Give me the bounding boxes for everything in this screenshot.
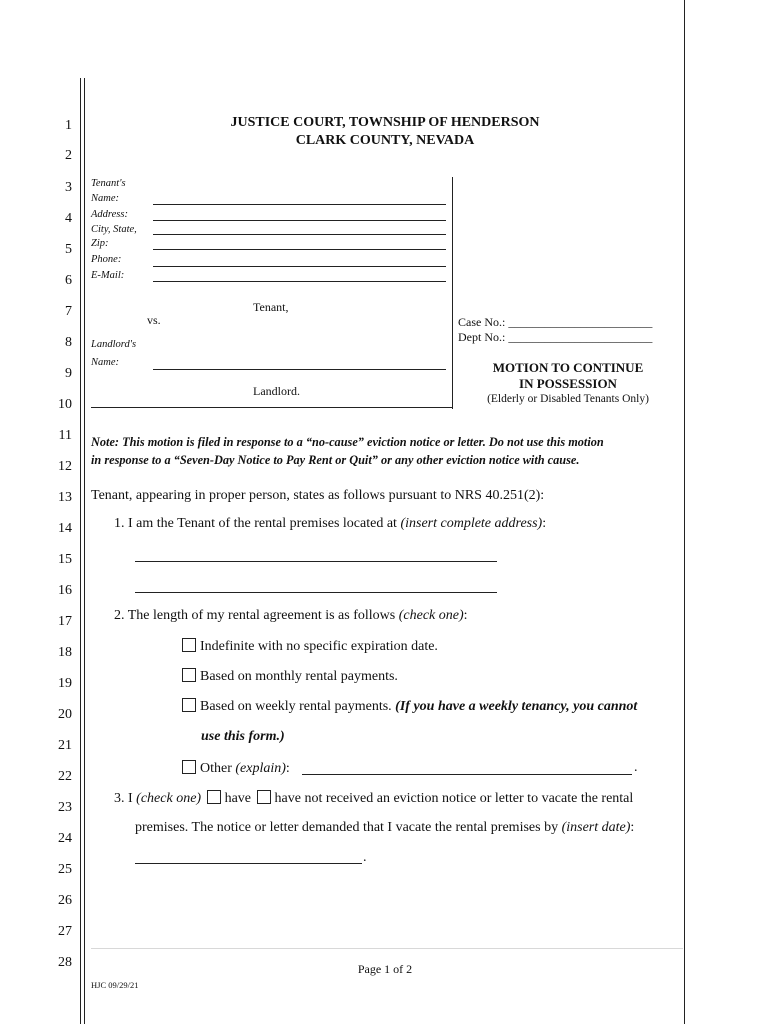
indefinite-checkbox[interactable] xyxy=(182,638,196,652)
line-number: 25 xyxy=(58,862,72,877)
line-number: 23 xyxy=(58,800,72,815)
line-number: 10 xyxy=(58,397,72,412)
item-3-prefix: 3. I xyxy=(114,791,137,806)
tenant-label-3: Address: xyxy=(91,209,128,220)
line-number: 22 xyxy=(58,769,72,784)
item-1-colon: : xyxy=(542,516,547,531)
line-number: 3 xyxy=(65,180,72,195)
line-number: 19 xyxy=(58,676,72,691)
left-margin-rule-1 xyxy=(80,78,81,1024)
monthly-label: Based on monthly rental payments. xyxy=(200,669,398,684)
tenant-label-2: Name: xyxy=(91,193,119,204)
line-number: 15 xyxy=(58,552,72,567)
form-id: HJC 09/29/21 xyxy=(91,980,139,990)
vacate-date-period: . xyxy=(363,850,367,865)
landlord-label-2: Name: xyxy=(91,357,119,368)
tenant-role: Tenant, xyxy=(253,300,289,314)
item-1-hint: (insert complete address) xyxy=(400,516,543,531)
caption-divider xyxy=(452,177,453,409)
dept-number[interactable]: Dept No.: ________________________ xyxy=(458,330,653,344)
other-colon: : xyxy=(285,761,290,776)
note-line-2: in response to a “Seven-Day Notice to Pay Rent or Quit” or any other eviction notice with cause. xyxy=(91,453,580,467)
tenant-label-1: Tenant's xyxy=(91,178,126,189)
other-explain-line[interactable] xyxy=(302,774,632,775)
footer-rule xyxy=(91,948,683,949)
tenant-label-5: Zip: xyxy=(91,238,109,249)
caption-bottom-rule xyxy=(91,407,452,408)
option-other xyxy=(182,760,290,777)
item-3-date-hint: (insert date) xyxy=(561,820,631,835)
line-number: 5 xyxy=(65,242,72,257)
line-number: 28 xyxy=(58,955,72,970)
note-line-1: Note: This motion is filed in response to a “no-cause” eviction notice or letter. Do not use this motion xyxy=(91,435,604,449)
line-number: 12 xyxy=(58,459,72,474)
have-not-checkbox[interactable] xyxy=(257,790,271,804)
landlord-name-line[interactable] xyxy=(153,369,446,370)
motion-subtitle: (Elderly or Disabled Tenants Only) xyxy=(487,393,649,405)
line-number: 27 xyxy=(58,924,72,939)
case-number[interactable]: Case No.: ________________________ xyxy=(458,315,653,329)
tenant-label-6: Phone: xyxy=(91,254,122,265)
line-number: 13 xyxy=(58,490,72,505)
weekly-warning-2: use this form.) xyxy=(201,729,285,744)
tenant-label-7: E-Mail: xyxy=(91,270,125,281)
left-margin-rule-2 xyxy=(84,78,85,1024)
line-number: 17 xyxy=(58,614,72,629)
tenant-phone-line[interactable] xyxy=(153,266,446,267)
item-2 xyxy=(114,608,468,624)
landlord-label-1: Landlord's xyxy=(91,339,137,350)
right-page-edge xyxy=(684,0,685,1024)
option-weekly xyxy=(182,698,637,715)
line-number: 26 xyxy=(58,893,72,908)
item-3-hint: (check one) xyxy=(136,791,202,806)
line-number: 20 xyxy=(58,707,72,722)
monthly-checkbox[interactable] xyxy=(182,668,196,682)
line-number: 14 xyxy=(58,521,72,536)
county-name: CLARK COUNTY, NEVADA xyxy=(295,133,475,148)
other-checkbox[interactable] xyxy=(182,760,196,774)
item-3-colon: : xyxy=(630,820,635,835)
tenant-email-line[interactable] xyxy=(153,281,446,282)
line-number: 8 xyxy=(65,335,72,350)
tenant-name-line[interactable] xyxy=(153,204,446,205)
line-number: 24 xyxy=(58,831,72,846)
have-label: have xyxy=(224,791,252,806)
line-number: 2 xyxy=(65,148,72,163)
item-2-colon: : xyxy=(463,608,468,623)
line-number: 11 xyxy=(58,428,72,443)
tenant-address-line[interactable] xyxy=(153,220,446,221)
tenant-city-line[interactable] xyxy=(153,234,446,235)
option-indefinite xyxy=(182,638,438,655)
item-3-line-2 xyxy=(135,820,634,836)
page-number: Page 1 of 2 xyxy=(357,962,413,976)
address-line-2[interactable] xyxy=(135,592,497,593)
other-period: . xyxy=(634,760,638,775)
line-number: 6 xyxy=(65,273,72,288)
line-number: 4 xyxy=(65,211,72,226)
item-3 xyxy=(114,790,633,807)
item-2-text: 2. The length of my rental agreement is as follows xyxy=(114,608,399,623)
line-number: 16 xyxy=(58,583,72,598)
item-1-text: 1. I am the Tenant of the rental premises located at xyxy=(114,516,401,531)
motion-title-line1: MOTION TO CONTINUE xyxy=(492,360,644,375)
item-3-line2-text: premises. The notice or letter demanded that I vacate the rental premises by xyxy=(135,820,562,835)
item-1 xyxy=(114,516,546,532)
have-checkbox[interactable] xyxy=(207,790,221,804)
landlord-role: Landlord. xyxy=(253,384,300,398)
weekly-label: Based on weekly rental payments. xyxy=(200,699,396,714)
weekly-checkbox[interactable] xyxy=(182,698,196,712)
motion-title-line2: IN POSSESSION xyxy=(519,376,617,391)
option-monthly xyxy=(182,668,398,685)
vacate-date-line[interactable] xyxy=(135,863,362,864)
other-hint: (explain) xyxy=(235,761,286,776)
line-number: 21 xyxy=(58,738,72,753)
intro-statement: Tenant, appearing in proper person, states as follows pursuant to NRS 40.251(2): xyxy=(91,488,545,503)
item-2-hint: (check one) xyxy=(398,608,464,623)
tenant-zip-line[interactable] xyxy=(153,249,446,250)
tenant-label-4: City, State, xyxy=(91,224,137,235)
line-number: 18 xyxy=(58,645,72,660)
line-number: 9 xyxy=(65,366,72,381)
have-not-label: have not received an eviction notice or letter to vacate the rental xyxy=(274,791,634,806)
court-name: JUSTICE COURT, TOWNSHIP OF HENDERSON xyxy=(230,115,540,130)
indefinite-label: Indefinite with no specific expiration date. xyxy=(200,639,438,654)
address-line-1[interactable] xyxy=(135,561,497,562)
other-label: Other xyxy=(200,761,236,776)
line-number: 1 xyxy=(65,118,72,133)
line-number: 7 xyxy=(65,304,72,319)
weekly-warning-1: (If you have a weekly tenancy, you cannot xyxy=(395,699,638,714)
versus-label: vs. xyxy=(147,313,161,327)
